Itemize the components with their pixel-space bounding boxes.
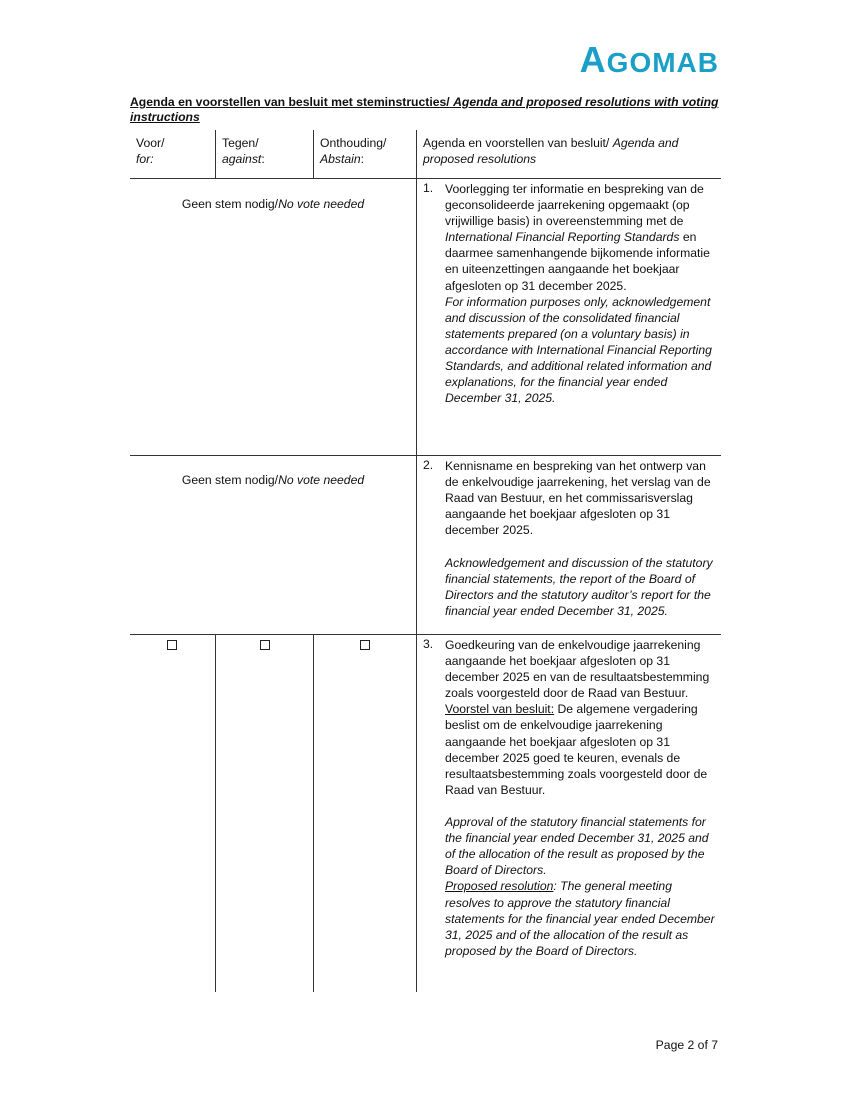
vote-for-checkbox[interactable] <box>167 640 177 650</box>
no-vote-label-item1: Geen stem nodig/No vote needed <box>181 197 365 211</box>
item-number: 3. <box>423 637 434 651</box>
column-divider-2 <box>313 130 314 178</box>
vote-against-checkbox[interactable] <box>260 640 270 650</box>
column-divider-1-item3 <box>215 634 216 992</box>
row-divider-item3 <box>130 634 721 635</box>
agomab-logo: AGOMAB <box>579 39 719 80</box>
column-header-against: Tegen/ against: <box>222 136 265 166</box>
column-header-agenda: Agenda en voorstellen van besluit/ Agenda and proposed resolutions <box>423 136 679 166</box>
column-header-abstain: Onthouding/ Abstain: <box>320 136 387 166</box>
agenda-item-3: Goedkeuring van de enkelvoudige jaarrekening aangaande het boekjaar afgesloten op 31 december 2025 en van de resultaatsbestemming zoals voorgesteld door de Raad van Bestuur. Voorstel van besluit: De algemene vergadering beslist om de enkelvoudige jaarrekening aangaande het boekjaar afgesloten op 31 december 2025 goed te keuren, evenals de resultaatsbestemming zoals voorgesteld door de Raad van Bestuur. Approval of the statutory financial statements for the financial year ended December 31, 2025 and of the allocation of the result as proposed by the Board of Directors. Proposed resolution: The general meeting resolves to approve the statutory financial statements for the financial year ended December 31, 2025 and of the allocation of the result as proposed by the Board of Directors. <box>445 638 715 958</box>
column-divider-1 <box>215 130 216 178</box>
row-divider-item2 <box>130 455 721 456</box>
column-header-for: Voor/ for: <box>136 136 165 166</box>
column-divider-2-item3 <box>313 634 314 992</box>
agenda-item-2: Kennisname en bespreking van het ontwerp van de enkelvoudige jaarrekening, het verslag van de Raad van Bestuur, en het commissarisverslag aangaande het boekjaar afgesloten op 31 december 2025. Acknowledgement and discussion of the statutory financial statements, the report of the Board of Directors and the statutory auditor’s report for the financial year ended December 31, 2025. <box>445 459 713 618</box>
row-divider-header <box>130 178 721 179</box>
agenda-item-1: Voorlegging ter informatie en bespreking van de geconsolideerde jaarrekening opgemaakt (op vrijwillige basis) in overeenstemming met de International Financial Reporting Standards en daarmee samenhangende bijkomende informatie en uiteenzettingen aangaande het boekjaar afgesloten op 31 december 2025. For information purposes only, acknowledgement and discussion of the consolidated financial statements prepared (on a voluntary basis) in accordance with International Financial Reporting Standards, and additional related information and explanations, for the financial year ended December 31, 2025. <box>445 182 712 406</box>
item-number: 1. <box>423 181 434 195</box>
section-heading: Agenda en voorstellen van besluit met steminstructies/ Agenda and proposed resolutions with voting instructions <box>130 95 719 124</box>
column-divider-3 <box>416 130 417 992</box>
no-vote-label-item2: Geen stem nodig/No vote needed <box>181 473 365 487</box>
page-number: Page 2 of 7 <box>655 1038 718 1052</box>
item-number: 2. <box>423 458 434 472</box>
vote-abstain-checkbox[interactable] <box>360 640 370 650</box>
